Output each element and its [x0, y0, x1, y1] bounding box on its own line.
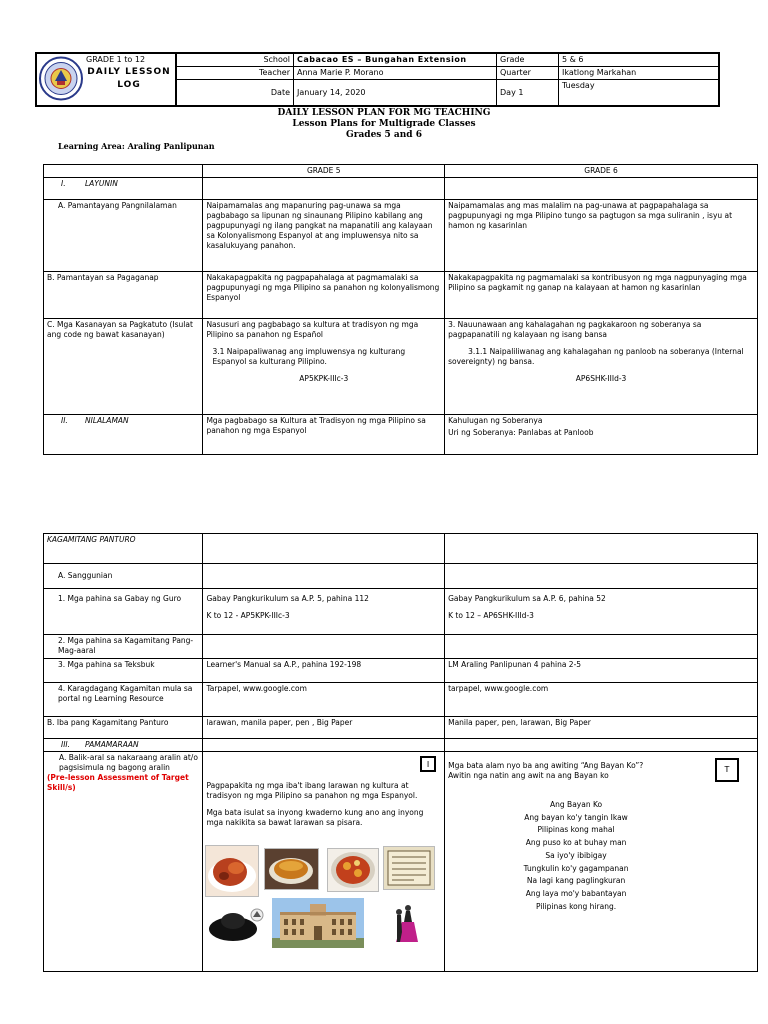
- song-title: Ang Bayan Ko: [550, 800, 603, 809]
- stew-dish-picture: [327, 848, 379, 892]
- deped-seal-logo: [39, 55, 83, 102]
- day-value: Tuesday: [559, 80, 719, 106]
- gabay-guro-g6-line2: K to 12 – AP6SHK-IIId-3: [448, 611, 534, 620]
- layunin-g5: [203, 178, 445, 200]
- balik-aral-g5-p2: Mga bata isulat sa inyong kwaderno kung ano ang inyong mga nakikita sa bawat larawan sa pisara.: [206, 808, 424, 827]
- kasanayan-g5: [203, 319, 445, 415]
- gabay-guro-g5-line1: Gabay Pangkurikulum sa A.P. 5, pahina 112: [206, 594, 369, 603]
- blank-head-cell: [44, 165, 203, 178]
- teacher-label: Teacher: [177, 67, 294, 80]
- kasanayan-g6-p2: 3.1.1 Naipaliliwanag ang kahalagahan ng panloob na soberanya (Internal sovereignty) ng bansa.: [448, 347, 744, 366]
- pamamaraan-label: PAMAMARAAN: [85, 740, 139, 749]
- kagamitan-g5: [203, 534, 445, 564]
- song-line: Pilipinas kong hirang.: [536, 901, 617, 911]
- objectives-table: [43, 164, 758, 455]
- nilalaman-g6: [445, 415, 758, 455]
- plan-subtitle: Lesson Plans for Multigrade Classes: [292, 119, 476, 129]
- karagdagang-kagamitan-g5: Tarpapel, www.google.com: [203, 683, 445, 717]
- sanggunian-g6: [445, 564, 758, 589]
- learning-area: Learning Area: Araling Panlipunan: [58, 141, 215, 151]
- song-line: Tungkulin ko'y gagampanan: [523, 863, 629, 873]
- grade5-header: GRADE 5: [203, 165, 445, 178]
- nilalaman-g6-line2: Uri ng Soberanya: Panlabas at Panloob: [448, 428, 594, 437]
- nilalaman-label: NILALAMAN: [85, 416, 129, 425]
- gabay-guro-g6-line1: Gabay Pangkurikulum sa A.P. 6, pahina 52: [448, 594, 606, 603]
- colonial-building-picture: [272, 898, 364, 948]
- iba-pang-kagamitan-g5: larawan, manila paper, pen , Big Paper: [203, 717, 445, 739]
- teksbuk-g5: Learner's Manual sa A.P., pahina 192-198: [203, 659, 445, 683]
- song-line: Ang puso ko at buhay man: [525, 838, 627, 848]
- pamantayang-pangnilalaman-g6: Naipamamalas ang mas malalim na pag-unawa at pagpapahalaga sa pagpupunyagi ng mga Pilipino tungo sa pagtugon sa mga suliranin , isyu at hamon ng kasarinlan: [445, 200, 758, 272]
- pamantayan-pagaganap-g5: Nakakapagpakita ng pagpapahalaga at pagmamalaki sa pagpupunyagi ng mga Pilipino sa panahon ng kolonyalismong Espanyol: [203, 272, 445, 319]
- kasanayan-g5-code: AP5KPK-IIIc-3: [299, 374, 349, 383]
- kagamitang-mag-aaral-g5: [203, 635, 445, 659]
- iba-pang-kagamitan-label: B. Iba pang Kagamitang Panturo: [44, 717, 203, 739]
- header-divider: [175, 52, 176, 107]
- nilalaman-g6-line1: Kahulugan ng Soberanya: [448, 416, 543, 425]
- sanggunian-g5: [203, 564, 445, 589]
- pamamaraan-heading: [44, 739, 203, 752]
- old-document-picture: [383, 846, 435, 890]
- pamamaraan-num: III.: [61, 740, 71, 749]
- song-line: Sa iyo'y ibibigay: [545, 850, 607, 860]
- teacher-mark-box: T: [715, 758, 739, 782]
- school-label: School: [177, 54, 294, 67]
- daily-lesson-log-title: [86, 66, 172, 92]
- teksbuk-g6: LM Araling Panlipunan 4 pahina 2-5: [445, 659, 758, 683]
- dll-line1: DAILY LESSON: [87, 67, 171, 77]
- gabay-guro-g5: [203, 589, 445, 635]
- karagdagang-kagamitan-label: 4. Karagdagang Kagamitan mula sa portal ng Learning Resource: [44, 683, 203, 717]
- balik-aral-g5-p1: Pagpapakita ng mga iba't ibang larawan ng kultura at tradisyon ng mga Pilipino sa panahon ng mga Espanyol.: [206, 781, 418, 800]
- date-value: January 14, 2020: [294, 80, 497, 106]
- plan-grades: Grades 5 and 6: [346, 130, 422, 140]
- song-line: Ang laya mo'y babantayan: [525, 888, 627, 898]
- kagamitang-mag-aaral-label: 2. Mga pahina sa Kagamitang Pang-Mag-aaral: [44, 635, 203, 659]
- kasanayan-g6: [445, 319, 758, 415]
- kasanayan-g5-p1: Nasusuri ang pagbabago sa kultura at tradisyon ng mga Pilipino sa panahon ng Español: [206, 320, 419, 339]
- kagamitang-mag-aaral-g6: [445, 635, 758, 659]
- kagamitan-g6: [445, 534, 758, 564]
- grade6-header: GRADE 6: [445, 165, 758, 178]
- grade-range-label: GRADE 1 to 12: [86, 55, 146, 64]
- plan-title: DAILY LESSON PLAN FOR MG TEACHING: [277, 108, 491, 118]
- balik-aral-red-note: (Pre-lesson Assessment of Target Skill/s): [47, 773, 189, 792]
- layunin-g6: [445, 178, 758, 200]
- balik-aral-label: A. Balik-aral sa nakaraang aralin at/o pagsisimula ng bagong aralin: [59, 753, 198, 772]
- quarter-label: Quarter: [497, 67, 559, 80]
- kasanayan-g6-code: AP6SHK-IIId-3: [575, 374, 627, 383]
- karagdagang-kagamitan-g6: tarpapel, www.google.com: [445, 683, 758, 717]
- gabay-guro-g6: [445, 589, 758, 635]
- balik-aral-g6: [445, 752, 758, 972]
- pamantayang-pangnilalaman-g5: Naipamamalas ang mapanuring pag-unawa sa mga pagbabago sa lipunan ng sinaunang Pilipino kabilang ang pagpupunyagi ng ilang pangkat na mapanatili ang kalayaan sa Kolonyalismong Espanyol at ang impluwensya nito sa kasalukuyang panahon.: [203, 200, 445, 272]
- grade-value: 5 & 6: [559, 54, 719, 67]
- pamantayang-pangnilalaman-label: A. Pamantayang Pangnilalaman: [44, 200, 203, 272]
- balik-aral-g6-p1: Mga bata alam nyo ba ang awiting “Ang Bayan Ko”?: [448, 761, 644, 770]
- dll-line2: LOG: [117, 80, 141, 90]
- song-line: Pilipinas kong mahal: [537, 825, 615, 835]
- school-value: Cabacao ES – Bungahan Extension: [294, 54, 497, 67]
- leche-flan-picture: [264, 848, 319, 890]
- sanggunian-label: A. Sanggunian: [44, 564, 203, 589]
- day-label: Day 1: [497, 80, 559, 106]
- pamantayan-pagaganap-label: B. Pamantayan sa Pagaganap: [44, 272, 203, 319]
- kagamitan-heading: KAGAMITANG PANTURO: [44, 534, 203, 564]
- iba-pang-kagamitan-g6: Manila paper, pen, larawan, Big Paper: [445, 717, 758, 739]
- pamamaraan-g6: [445, 739, 758, 752]
- nilalaman-heading: [44, 415, 203, 455]
- dancers-picture: [380, 902, 430, 946]
- grade-label: Grade: [497, 54, 559, 67]
- song-line: Ang bayan ko'y tangin Ikaw: [524, 812, 628, 822]
- teksbuk-label: 3. Mga pahina sa Teksbuk: [44, 659, 203, 683]
- balik-aral-g6-p2: Awitin nga natin ang awit na ang Bayan ko: [448, 771, 609, 780]
- nilalaman-num: II.: [61, 416, 68, 425]
- layunin-num: I.: [61, 179, 66, 188]
- ang-bayan-ko-lyrics: [448, 799, 704, 913]
- gabay-guro-label: 1. Mga pahina sa Gabay ng Guro: [44, 589, 203, 635]
- teacher-value: Anna Marie P. Morano: [294, 67, 497, 80]
- pamamaraan-g5: [203, 739, 445, 752]
- song-line: Na lagi kang paglingkuran: [526, 876, 626, 886]
- layunin-label: LAYUNIN: [85, 179, 118, 188]
- nilalaman-g5: Mga pagbabago sa Kultura at Tradisyon ng mga Pilipino sa panahon ng mga Espanyol: [203, 415, 445, 455]
- pamantayan-pagaganap-g6: Nakakapagpakita ng pagmamalaki sa kontribusyon ng mga nagpunyaging mga Pilipino sa pagkamit ng ganap na kalayaan at hamon ng kasarinlan: [445, 272, 758, 319]
- gabay-guro-g5-line2: K to 12 - AP5KPK-IIIc-3: [206, 611, 290, 620]
- kasanayan-g5-p2: 3.1 Naipapaliwanag ang impluwensya ng kulturang Espanyol sa kulturang Pilipino.: [212, 347, 406, 366]
- food-dish-picture: [205, 845, 259, 897]
- balik-aral-cell: [44, 752, 203, 972]
- header-info-table: [176, 53, 719, 106]
- kasanayan-label: C. Mga Kasanayan sa Pagkatuto (Isulat ang code ng bawat kasanayan): [44, 319, 203, 415]
- kasanayan-g6-p1: 3. Nauunawaan ang kahalagahan ng pagkakaroon ng soberanya sa pagpapanatili ng kalayaan ng isang bansa: [448, 320, 702, 339]
- layunin-heading: [44, 178, 203, 200]
- black-hat-picture: [205, 905, 265, 945]
- date-label: Date: [177, 80, 294, 106]
- quarter-value: Ikatlong Markahan: [559, 67, 719, 80]
- independent-mark-box: I: [420, 756, 436, 772]
